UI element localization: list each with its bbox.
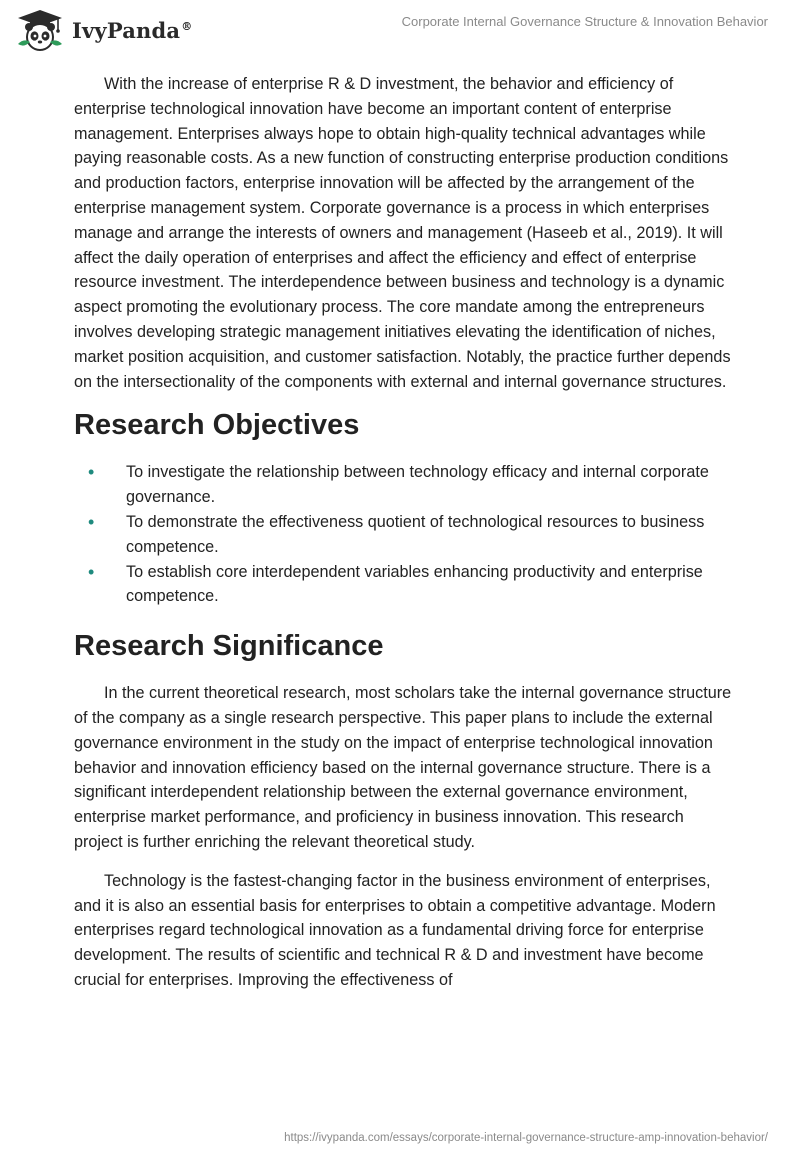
brand-name: IvyPanda® (72, 17, 193, 43)
list-item (74, 560, 734, 610)
objective-text: To establish core interdependent variables enhancing productivity and enterprise competence. (126, 562, 703, 606)
bullet-icon: • (88, 511, 95, 532)
list-item (74, 510, 734, 560)
panda-graduate-icon (14, 8, 66, 52)
essay-body (74, 72, 734, 1007)
intro-paragraph: With the increase of enterprise R & D investment, the behavior and efficiency of enterprise technological innovation have become an important content of enterprise management. Enterprises always hope to obtain high-quality technical advantages while paying reasonable costs. As a new function of constructing enterprise production conditions and production factors, enterprise innovation will be affected by the arrangement of the enterprise management system. Corporate governance is a process in which enterprises manage and arrange the interests of owners and management (Haseeb et al., 2019). It will affect the daily operation of enterprises and affect the efficiency and effect of enterprise resource investment. The interdependence between business and technology is a dynamic aspect promoting the evolutionary process. The core mandate among the entrepreneurs involves developing strategic management initiatives elevating the identification of niches, market position acquisition, and customer satisfaction. Notably, the practice further depends on the intersectionality of the components with external and internal governance structures. (74, 75, 731, 391)
ivypanda-logo[interactable] (14, 8, 192, 52)
document-title: Corporate Internal Governance Structure & Innovation Behavior (401, 14, 768, 29)
objectives-list (74, 460, 734, 609)
page-header (0, 0, 800, 60)
objective-text: To investigate the relationship between technology efficacy and internal corporate governance. (126, 463, 709, 507)
list-item (74, 460, 734, 510)
objective-text: To demonstrate the effectiveness quotient of technological resources to business competence. (126, 512, 705, 556)
heading-research-significance: Research Significance (74, 630, 384, 663)
bullet-icon: • (88, 561, 95, 582)
source-url-link[interactable]: https://ivypanda.com/essays/corporate-internal-governance-structure-amp-innovation-behavior/ (284, 1132, 768, 1144)
significance-paragraph-1: In the current theoretical research, most scholars take the internal governance structure of the company as a single research perspective. This paper plans to include the external governance environment in the study on the impact of enterprise technological innovation behavior and innovation efficiency based on the internal governance structure. There is a significant interdependent relationship between the external governance environment, enterprise market performance, and proficiency in business innovation. This research project is further enriching the relevant theoretical study. (74, 684, 732, 851)
bullet-icon: • (88, 462, 95, 483)
significance-paragraph-2: Technology is the fastest-changing factor in the business environment of enterprises, and it is also an essential basis for enterprises to obtain a competitive advantage. Modern enterprises regard technological innovation as a fundamental driving force for enterprise development. The results of scientific and technical R & D and investment have become crucial for enterprises. Improving the effectiveness of (74, 871, 716, 989)
heading-research-objectives: Research Objectives (74, 409, 360, 442)
